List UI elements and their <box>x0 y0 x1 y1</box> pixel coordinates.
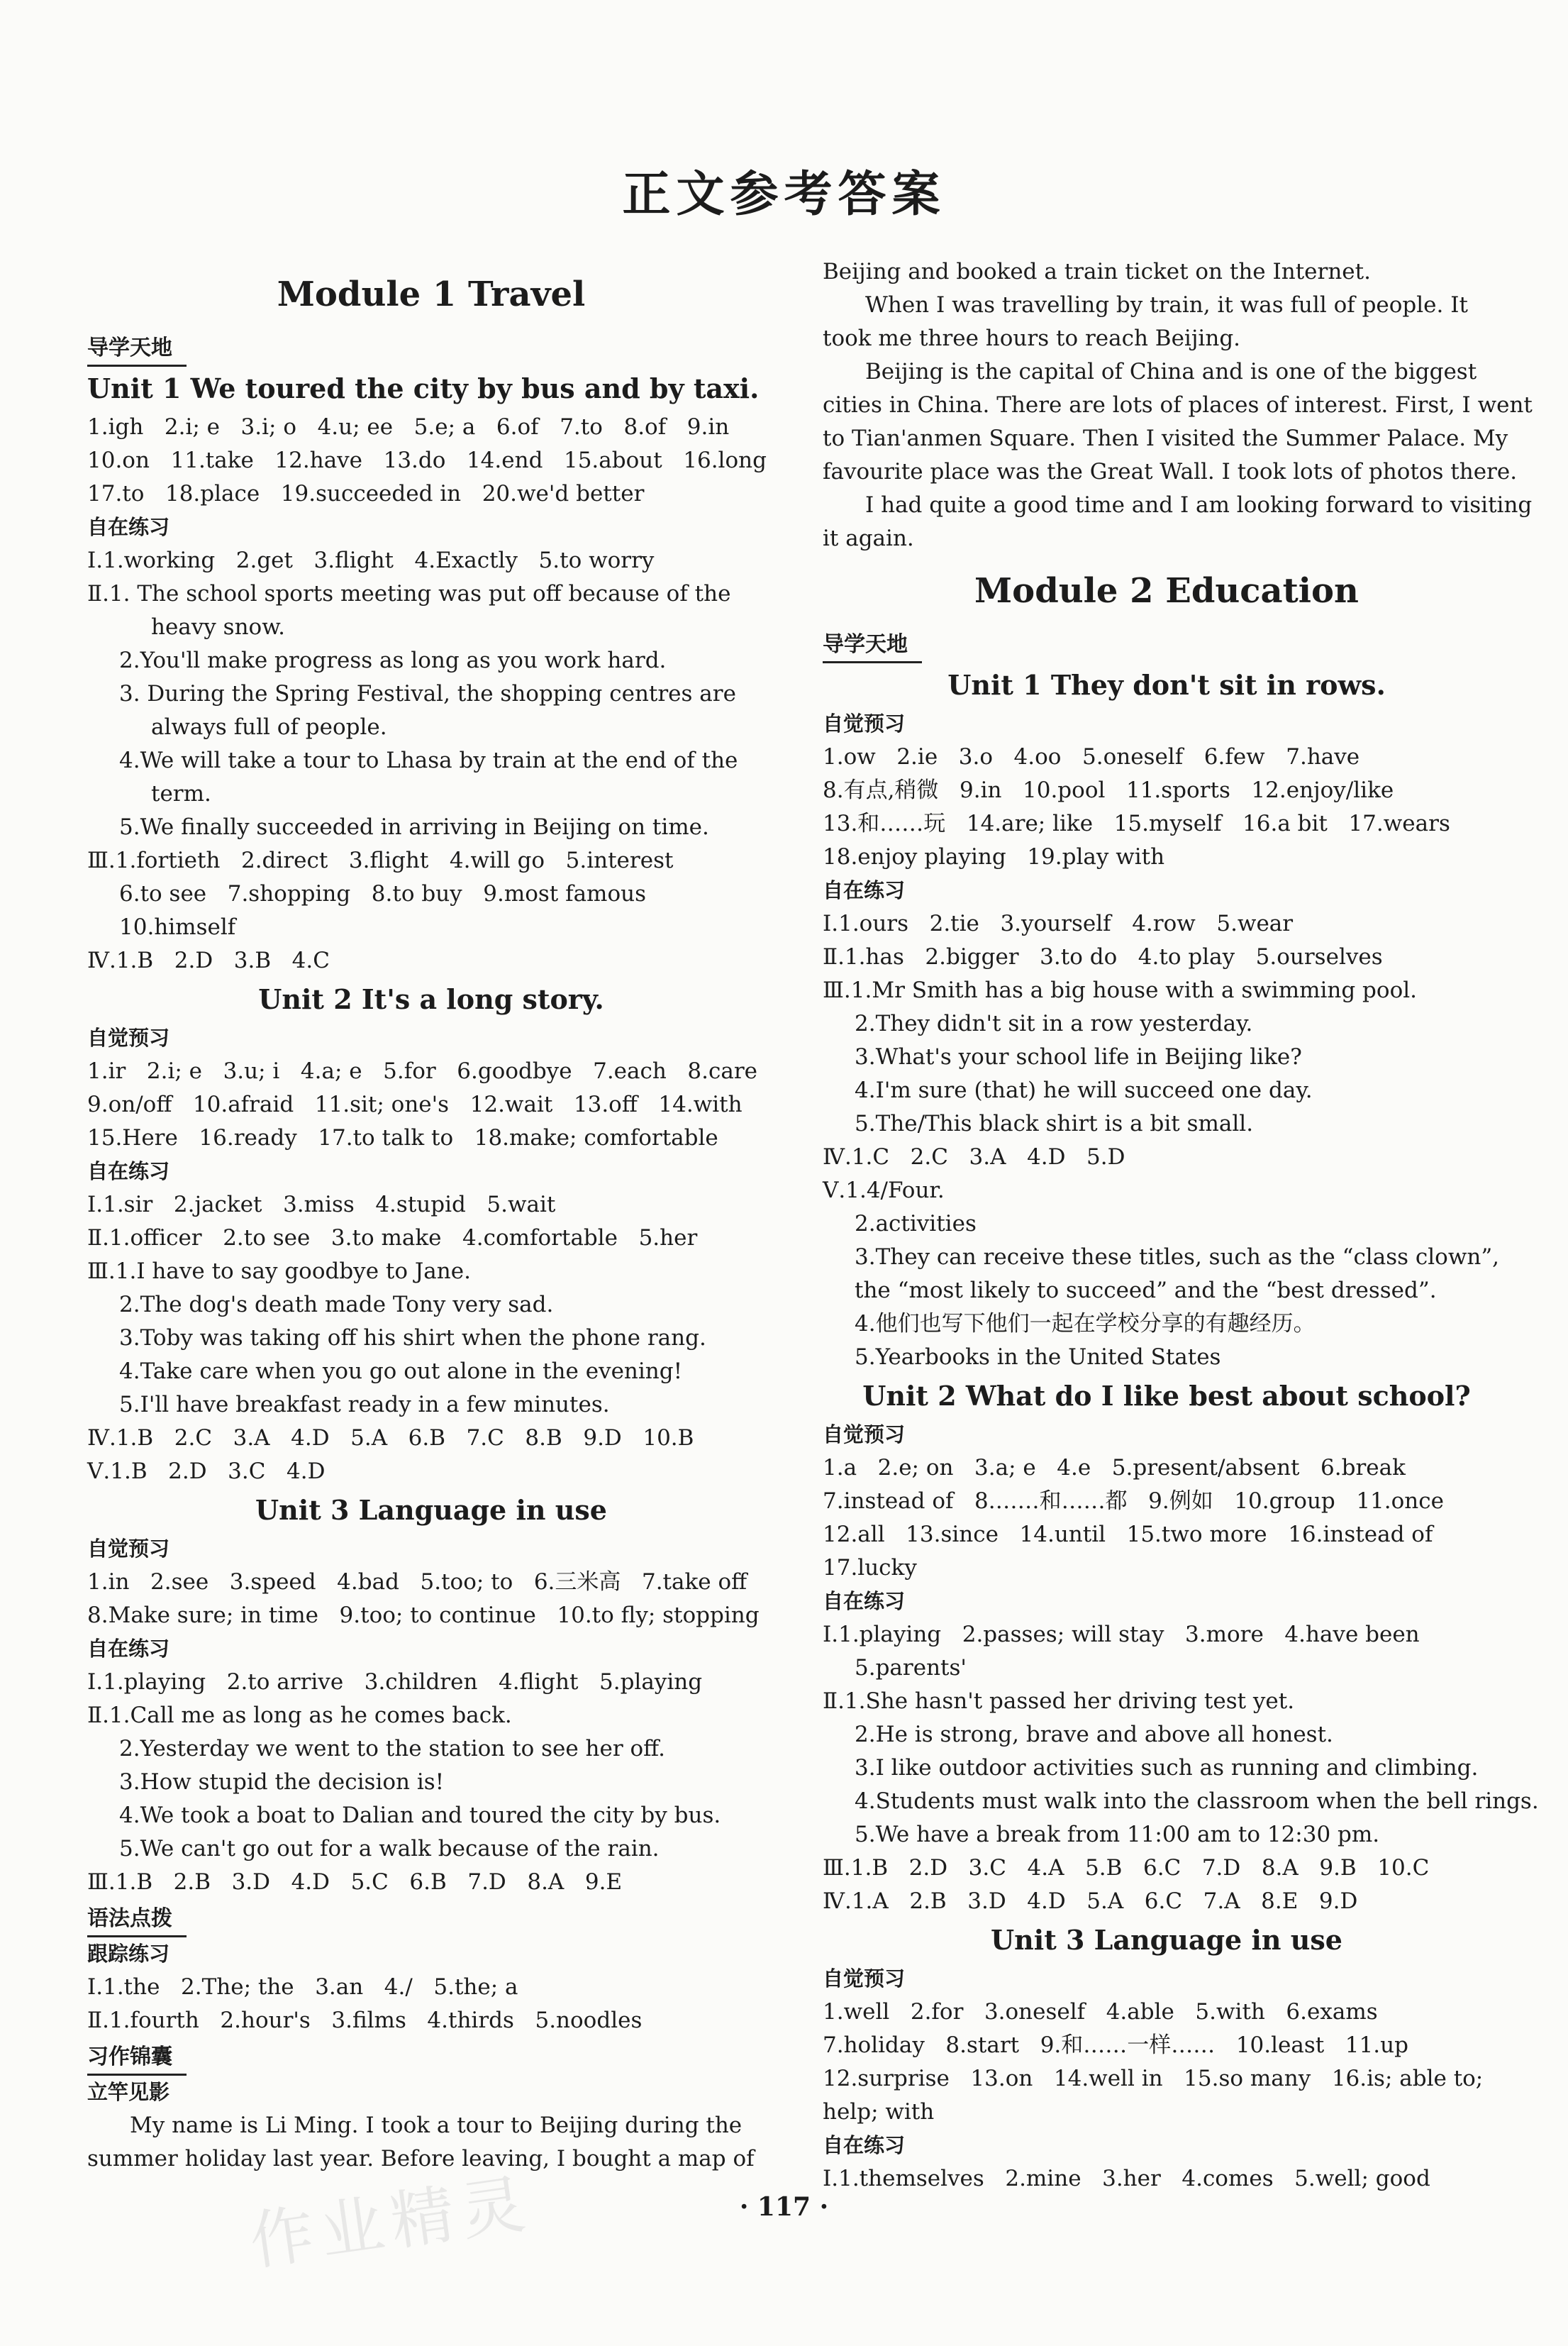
module-1-title: Module 1 Travel <box>277 275 586 314</box>
answer-line: Ⅰ.1.themselves 2.mine 3.her 4.comes 5.well; good <box>823 2166 1430 2191</box>
answer-line: 2.He is strong, brave and above all honest. <box>855 1722 1333 1747</box>
m2-unit-2-practice-lines <box>823 1618 1539 1918</box>
answer-line: 3.What's your school life in Beijing like? <box>855 1044 1302 1070</box>
answer-line: 8.Make sure; in time 9.too; to continue 10.to fly; stopping <box>87 1603 760 1628</box>
answer-line: Ⅰ.1.ours 2.tie 3.yourself 4.row 5.wear <box>823 911 1294 936</box>
answer-line: 4.We will take a tour to Lhasa by train at the end of the <box>119 748 738 773</box>
unit-3-practice-head: 自在练习 <box>87 1637 170 1661</box>
answer-line: Ⅳ.1.A 2.B 3.D 4.D 5.A 6.C 7.A 8.E 9.D <box>823 1888 1358 1914</box>
answer-line: 9.on/off 10.afraid 11.sit; one's 12.wait 13.off 14.with <box>87 1092 743 1117</box>
answer-line: Ⅱ.1.She hasn't passed her driving test yet. <box>823 1688 1295 1714</box>
unit-1-practice-head: 自在练习 <box>87 515 170 539</box>
answer-line: term. <box>151 781 211 807</box>
answer-line: Ⅴ.1.B 2.D 3.C 4.D <box>87 1459 326 1484</box>
answer-line: 17.to 18.place 19.succeeded in 20.we'd better <box>87 481 645 507</box>
answer-line: 5.We can't go out for a walk because of the rain. <box>119 1836 660 1861</box>
answer-line: Ⅰ.1.sir 2.jacket 3.miss 4.stupid 5.wait <box>87 1192 556 1217</box>
answer-line: 5.We have a break from 11:00 am to 12:30 pm. <box>855 1822 1380 1847</box>
answer-line: 4.We took a boat to Dalian and toured the city by bus. <box>119 1803 721 1828</box>
answer-line: it again. <box>823 526 914 551</box>
right-column <box>823 255 1539 2196</box>
guide-section-head-2: 导学天地 <box>823 628 922 663</box>
answer-line: cities in China. There are lots of places of interest. First, I went <box>823 392 1533 418</box>
answer-line: 10.on 11.take 12.have 13.do 14.end 15.about 16.long <box>87 448 767 473</box>
answer-line: 1.ir 2.i; e 3.u; i 4.a; e 5.for 6.goodbye 7.each 8.care <box>87 1058 757 1084</box>
answer-line: Ⅱ.1. The school sports meeting was put off because of the <box>87 581 731 607</box>
answer-line: Ⅴ.1.4/Four. <box>823 1178 945 1203</box>
page-number: · 117 · <box>739 2192 829 2222</box>
unit-3-title: Unit 3 Language in use <box>255 1494 607 1526</box>
grammar-section-head: 语法点拨 <box>87 1902 187 1937</box>
m2-unit-1-practice-head: 自在练习 <box>823 878 906 902</box>
tracking-practice-head: 跟踪练习 <box>87 1942 170 1966</box>
m2-unit-1-practice-lines <box>823 907 1511 1374</box>
unit-2-preview-lines <box>87 1055 775 1155</box>
answer-line: I had quite a good time and I am looking forward to visiting <box>865 492 1533 518</box>
unit-2-practice-head: 自在练习 <box>87 1159 170 1183</box>
answer-line: Ⅲ.1.I have to say goodbye to Jane. <box>87 1258 471 1284</box>
answer-line: 2.You'll make progress as long as you work hard. <box>119 648 667 673</box>
answer-line: 4.Students must walk into the classroom when the bell rings. <box>855 1788 1539 1814</box>
answer-line: Ⅲ.1.fortieth 2.direct 3.flight 4.will go 5.interest <box>87 848 674 873</box>
m2-unit-3-title: Unit 3 Language in use <box>991 1924 1342 1956</box>
m2-unit-1-title: Unit 1 They don't sit in rows. <box>947 669 1386 701</box>
answer-line: Ⅲ.1.Mr Smith has a big house with a swimming pool. <box>823 978 1417 1003</box>
answer-line: the “most likely to succeed” and the “best dressed”. <box>855 1278 1437 1303</box>
unit-2-title: Unit 2 It's a long story. <box>258 983 604 1015</box>
answer-line: 7.instead of 8.……和……都 9.例如 10.group 11.once <box>823 1488 1444 1514</box>
answer-line: 17.lucky <box>823 1555 917 1581</box>
answer-line: 5.parents' <box>855 1655 967 1681</box>
unit-1-practice-lines <box>87 544 775 978</box>
answer-line: 7.holiday 8.start 9.和……一样…… 10.least 11.up <box>823 2032 1408 2058</box>
answer-line: 5.I'll have breakfast ready in a few minutes. <box>119 1392 610 1417</box>
answer-line: 15.Here 16.ready 17.to talk to 18.make; comfortable <box>87 1125 718 1151</box>
writing-section-head: 习作锦囊 <box>87 2040 187 2076</box>
answer-line: Ⅰ.1.working 2.get 3.flight 4.Exactly 5.to worry <box>87 548 655 573</box>
module-2-title: Module 2 Education <box>974 571 1359 611</box>
answer-line: summer holiday last year. Before leaving, I bought a map of <box>87 2146 755 2171</box>
answer-line: to Tian'anmen Square. Then I visited the Summer Palace. My <box>823 426 1508 451</box>
m2-unit-2-preview-lines <box>823 1451 1511 1585</box>
m2-unit-1-preview-lines <box>823 741 1511 874</box>
answer-line: 1.well 2.for 3.oneself 4.able 5.with 6.exams <box>823 1999 1378 2025</box>
answer-line: 1.ow 2.ie 3.o 4.oo 5.oneself 6.few 7.have <box>823 744 1360 770</box>
answer-line: 8.有点,稍微 9.in 10.pool 11.sports 12.enjoy/like <box>823 778 1394 803</box>
answer-line: took me three hours to reach Beijing. <box>823 326 1241 351</box>
answer-line: 13.和……玩 14.are; like 15.myself 16.a bit 17.wears <box>823 811 1450 836</box>
answer-line: heavy snow. <box>151 614 285 640</box>
answer-line: 10.himself <box>119 914 236 940</box>
answer-line: 3.They can receive these titles, such as the “class clown”, <box>855 1244 1500 1270</box>
answer-line: 12.all 13.since 14.until 15.two more 16.instead of <box>823 1522 1433 1547</box>
m2-unit-2-practice-head: 自在练习 <box>823 1589 906 1613</box>
unit-1-preview-lines <box>87 411 775 511</box>
answer-line: 6.to see 7.shopping 8.to buy 9.most famous <box>119 881 646 907</box>
m2-unit-2-title: Unit 2 What do I like best about school? <box>862 1380 1471 1412</box>
answer-line: Ⅰ.1.playing 2.passes; will stay 3.more 4.have been <box>823 1622 1420 1647</box>
answer-line: 2.The dog's death made Tony very sad. <box>119 1292 554 1317</box>
m2-unit-2-preview-head: 自觉预习 <box>823 1422 906 1446</box>
instant-head: 立竿见影 <box>87 2080 170 2104</box>
answer-line: always full of people. <box>151 714 387 740</box>
answer-line: Ⅱ.1.Call me as long as he comes back. <box>87 1703 512 1728</box>
answer-line: 4.Take care when you go out alone in the evening! <box>119 1359 683 1384</box>
answer-line: 18.enjoy playing 19.play with <box>823 844 1165 870</box>
answer-line: My name is Li Ming. I took a tour to Beijing during the <box>130 2113 743 2138</box>
unit-3-preview-lines <box>87 1566 775 1632</box>
answer-line: Ⅱ.1.has 2.bigger 3.to do 4.to play 5.ourselves <box>823 944 1383 970</box>
answer-line: 3.Toby was taking off his shirt when the phone rang. <box>119 1325 706 1351</box>
answer-line: Beijing and booked a train ticket on the Internet. <box>823 259 1371 284</box>
watermark: 作业精灵 <box>245 2166 537 2280</box>
answer-line: Ⅳ.1.B 2.C 3.A 4.D 5.A 6.B 7.C 8.B 9.D 10.B <box>87 1425 694 1451</box>
unit-3-practice-lines <box>87 1666 775 1899</box>
answer-line: 12.surprise 13.on 14.well in 15.so many 16.is; able to; <box>823 2066 1484 2091</box>
m2-unit-3-practice-head: 自在练习 <box>823 2133 906 2157</box>
left-column <box>87 259 775 2176</box>
answer-line: 5.The/This black shirt is a bit small. <box>855 1111 1254 1136</box>
tracking-practice-lines <box>87 1971 775 2037</box>
answer-line: Ⅲ.1.B 2.D 3.C 4.A 5.B 6.C 7.D 8.A 9.B 10.C <box>823 1855 1430 1881</box>
answer-line: 1.igh 2.i; e 3.i; o 4.u; ee 5.e; a 6.of 7.to 8.of 9.in <box>87 414 730 440</box>
answer-line: 4.他们也写下他们一起在学校分享的有趣经历。 <box>855 1311 1316 1337</box>
guide-section-head: 导学天地 <box>87 331 187 367</box>
answer-line: 2.They didn't sit in a row yesterday. <box>855 1011 1253 1036</box>
m2-unit-3-preview-head: 自觉预习 <box>823 1966 906 1991</box>
unit-2-practice-lines <box>87 1188 775 1488</box>
answer-line: 2.Yesterday we went to the station to see her off. <box>119 1736 665 1761</box>
answer-line: When I was travelling by train, it was full of people. It <box>865 292 1468 318</box>
answer-line: 3.I like outdoor activities such as running and climbing. <box>855 1755 1479 1781</box>
answer-line: Ⅲ.1.B 2.B 3.D 4.D 5.C 6.B 7.D 8.A 9.E <box>87 1869 623 1895</box>
answer-line: 2.activities <box>855 1211 977 1236</box>
answer-line: Beijing is the capital of China and is one of the biggest <box>865 359 1477 384</box>
answer-line: Ⅰ.1.playing 2.to arrive 3.children 4.flight 5.playing <box>87 1669 703 1695</box>
answer-line: help; with <box>823 2099 935 2125</box>
answer-line: 3.How stupid the decision is! <box>119 1769 445 1795</box>
answer-line: Ⅱ.1.fourth 2.hour's 3.films 4.thirds 5.noodles <box>87 2008 643 2033</box>
m2-unit-1-preview-head: 自觉预习 <box>823 712 906 736</box>
unit-2-preview-head: 自觉预习 <box>87 1026 170 1050</box>
essay-continued-lines <box>823 255 1533 555</box>
answer-line: 1.in 2.see 3.speed 4.bad 5.too; to 6.三米高 7.take off <box>87 1569 747 1595</box>
unit-1-title: Unit 1 We toured the city by bus and by taxi. <box>87 372 760 404</box>
answer-line: 4.I'm sure (that) he will succeed one day. <box>855 1078 1313 1103</box>
answer-line: Ⅰ.1.the 2.The; the 3.an 4./ 5.the; a <box>87 1974 518 2000</box>
answer-line: Ⅳ.1.C 2.C 3.A 4.D 5.D <box>823 1144 1125 1170</box>
answer-line: 1.a 2.e; on 3.a; e 4.e 5.present/absent 6.break <box>823 1455 1406 1481</box>
answer-line: favourite place was the Great Wall. I took lots of photos there. <box>823 459 1518 485</box>
answer-line: Ⅱ.1.officer 2.to see 3.to make 4.comfortable 5.her <box>87 1225 698 1251</box>
answer-line: 3. During the Spring Festival, the shopping centres are <box>119 681 736 707</box>
page-title: 正文参考答案 <box>622 166 946 223</box>
answer-line: 5.We finally succeeded in arriving in Beijing on time. <box>119 814 709 840</box>
answer-line: Ⅳ.1.B 2.D 3.B 4.C <box>87 948 330 973</box>
m2-unit-3-preview-lines <box>823 1996 1511 2129</box>
answer-line: 5.Yearbooks in the United States <box>855 1344 1221 1370</box>
unit-3-preview-head: 自觉预习 <box>87 1537 170 1561</box>
m2-unit-3-practice-lines <box>823 2162 1511 2196</box>
